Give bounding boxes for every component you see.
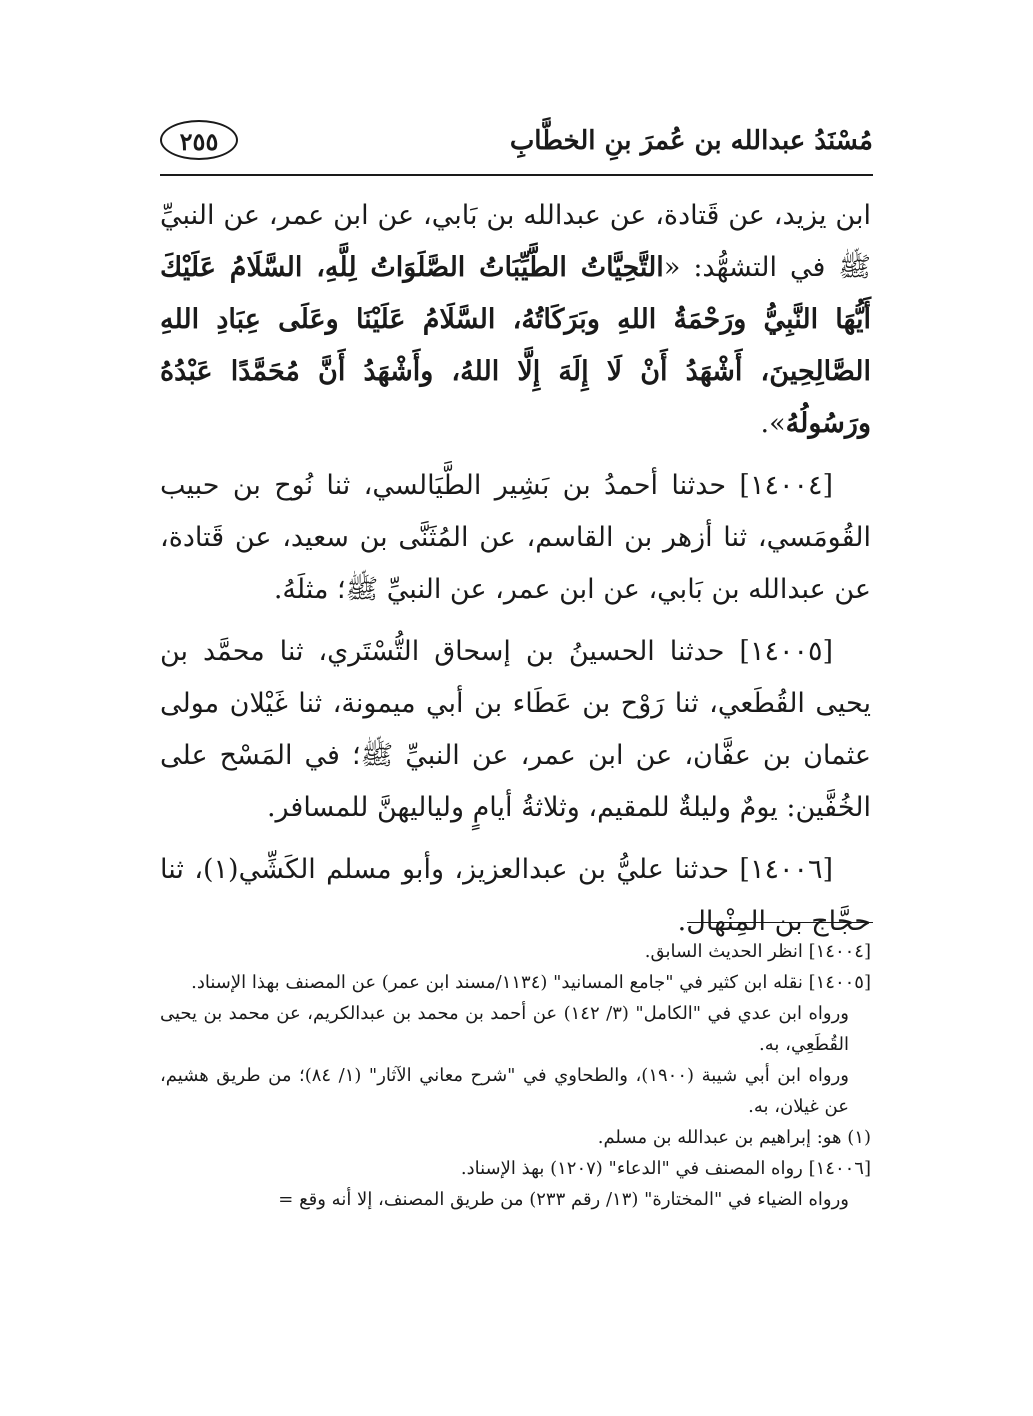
hadith-14004: [١٤٠٠٤] حدثنا أحمدُ بن بَشِير الطَّيَالسي، ثنا نُوح بن حبيب القُومَسي، ثنا أزهر بن القاسم، عن المُثَنَّى بن سعيد، عن قَتادة، عن عبدالله بن بَابي، عن ابن عمر، عن النبيِّ ﷺ؛ مثلَهُ.: [160, 470, 871, 605]
footnote-14005: [١٤٠٠٥] نقله ابن كثير في "جامع المسانيد" (١١٣٤/مسند ابن عمر) عن المصنف بهذا الإسناد.: [191, 972, 871, 993]
tashahhud-text: التَّحِيَّاتُ الطَّيِّبَاتُ الصَّلَوَاتُ لِلَّهِ، السَّلَامُ عَلَيْكَ أَيُّهَا النَّبِيُّ ورَحْمَةُ اللهِ وبَرَكَاتُهُ، السَّلَامُ عَلَيْنَا وعَلَى عِبَادِ اللهِ الصَّالِحِينَ، أَشْهَدُ أَنْ لَا إِلَهَ إِلَّا اللهُ، وأَشْهَدُ أَنَّ مُحَمَّدًا عَبْدُهُ ورَسُولُهُ: [160, 252, 871, 439]
page-header: [160, 118, 873, 178]
hadith-14006: [١٤٠٠٦] حدثنا عليُّ بن عبدالعزيز، وأبو مسلم الكَشِّي(١)، ثنا حجَّاج بن المِنْهال.: [160, 854, 871, 937]
hadith-continuation: [160, 190, 871, 450]
main-text: [160, 190, 871, 958]
header-rule: [160, 174, 873, 176]
page-number: ٢٥٥: [160, 120, 238, 160]
footnote-14006-diya: ورواه الضياء في "المختارة" (١٣/ رقم ٢٣٣) من طريق المصنف، إلا أنه وقع =: [278, 1189, 849, 1210]
footnote-14005-ibn-abi-shayba: ورواه ابن أبي شيبة (١٩٠٠)، والطحاوي في "شرح معاني الآثار" (١/ ٨٤)؛ من طريق هشيم، عن غيلان، به.: [160, 1065, 850, 1117]
footnote-14004: [١٤٠٠٤] انظر الحديث السابق.: [644, 941, 871, 962]
footnotes: [160, 936, 871, 1215]
footnote-rule: [687, 922, 873, 923]
hadith-chain-text: ابن يزيد، عن قَتادة، عن عبدالله بن بَابي، عن ابن عمر، عن النبيِّ ﷺ في التشهُّد: «: [160, 200, 871, 283]
hadith-14005: [١٤٠٠٥] حدثنا الحسينُ بن إسحاق التُّسْتَري، ثنا محمَّد بن يحيى القُطَعي، ثنا رَوْح بن عَطَاء بن أبي ميمونة، ثنا غَيْلان مولى عثمان بن عفَّان، عن ابن عمر، عن النبيِّ ﷺ؛ في المَسْح على الخُفَّين: يومٌ وليلةٌ للمقيم، وثلاثةُ أيامٍ ولياليهنَّ للمسافر.: [160, 636, 871, 823]
quote-close: ».: [760, 408, 786, 439]
footnote-14006: [١٤٠٠٦] رواه المصنف في "الدعاء" (١٢٠٧) بهذ الإسناد.: [460, 1158, 871, 1179]
footnote-1: (١) هو: إبراهيم بن عبدالله بن مسلم.: [597, 1127, 871, 1148]
footnote-14005-ibn-adi: ورواه ابن عدي في "الكامل" (٣/ ١٤٢) عن أحمد بن محمد بن عبدالكريم، عن محمد بن يحيى القُطَعِي، به.: [160, 1003, 850, 1055]
running-title: مُسْنَدُ عبدالله بن عُمرَ بنِ الخطَّابِ: [509, 126, 873, 156]
